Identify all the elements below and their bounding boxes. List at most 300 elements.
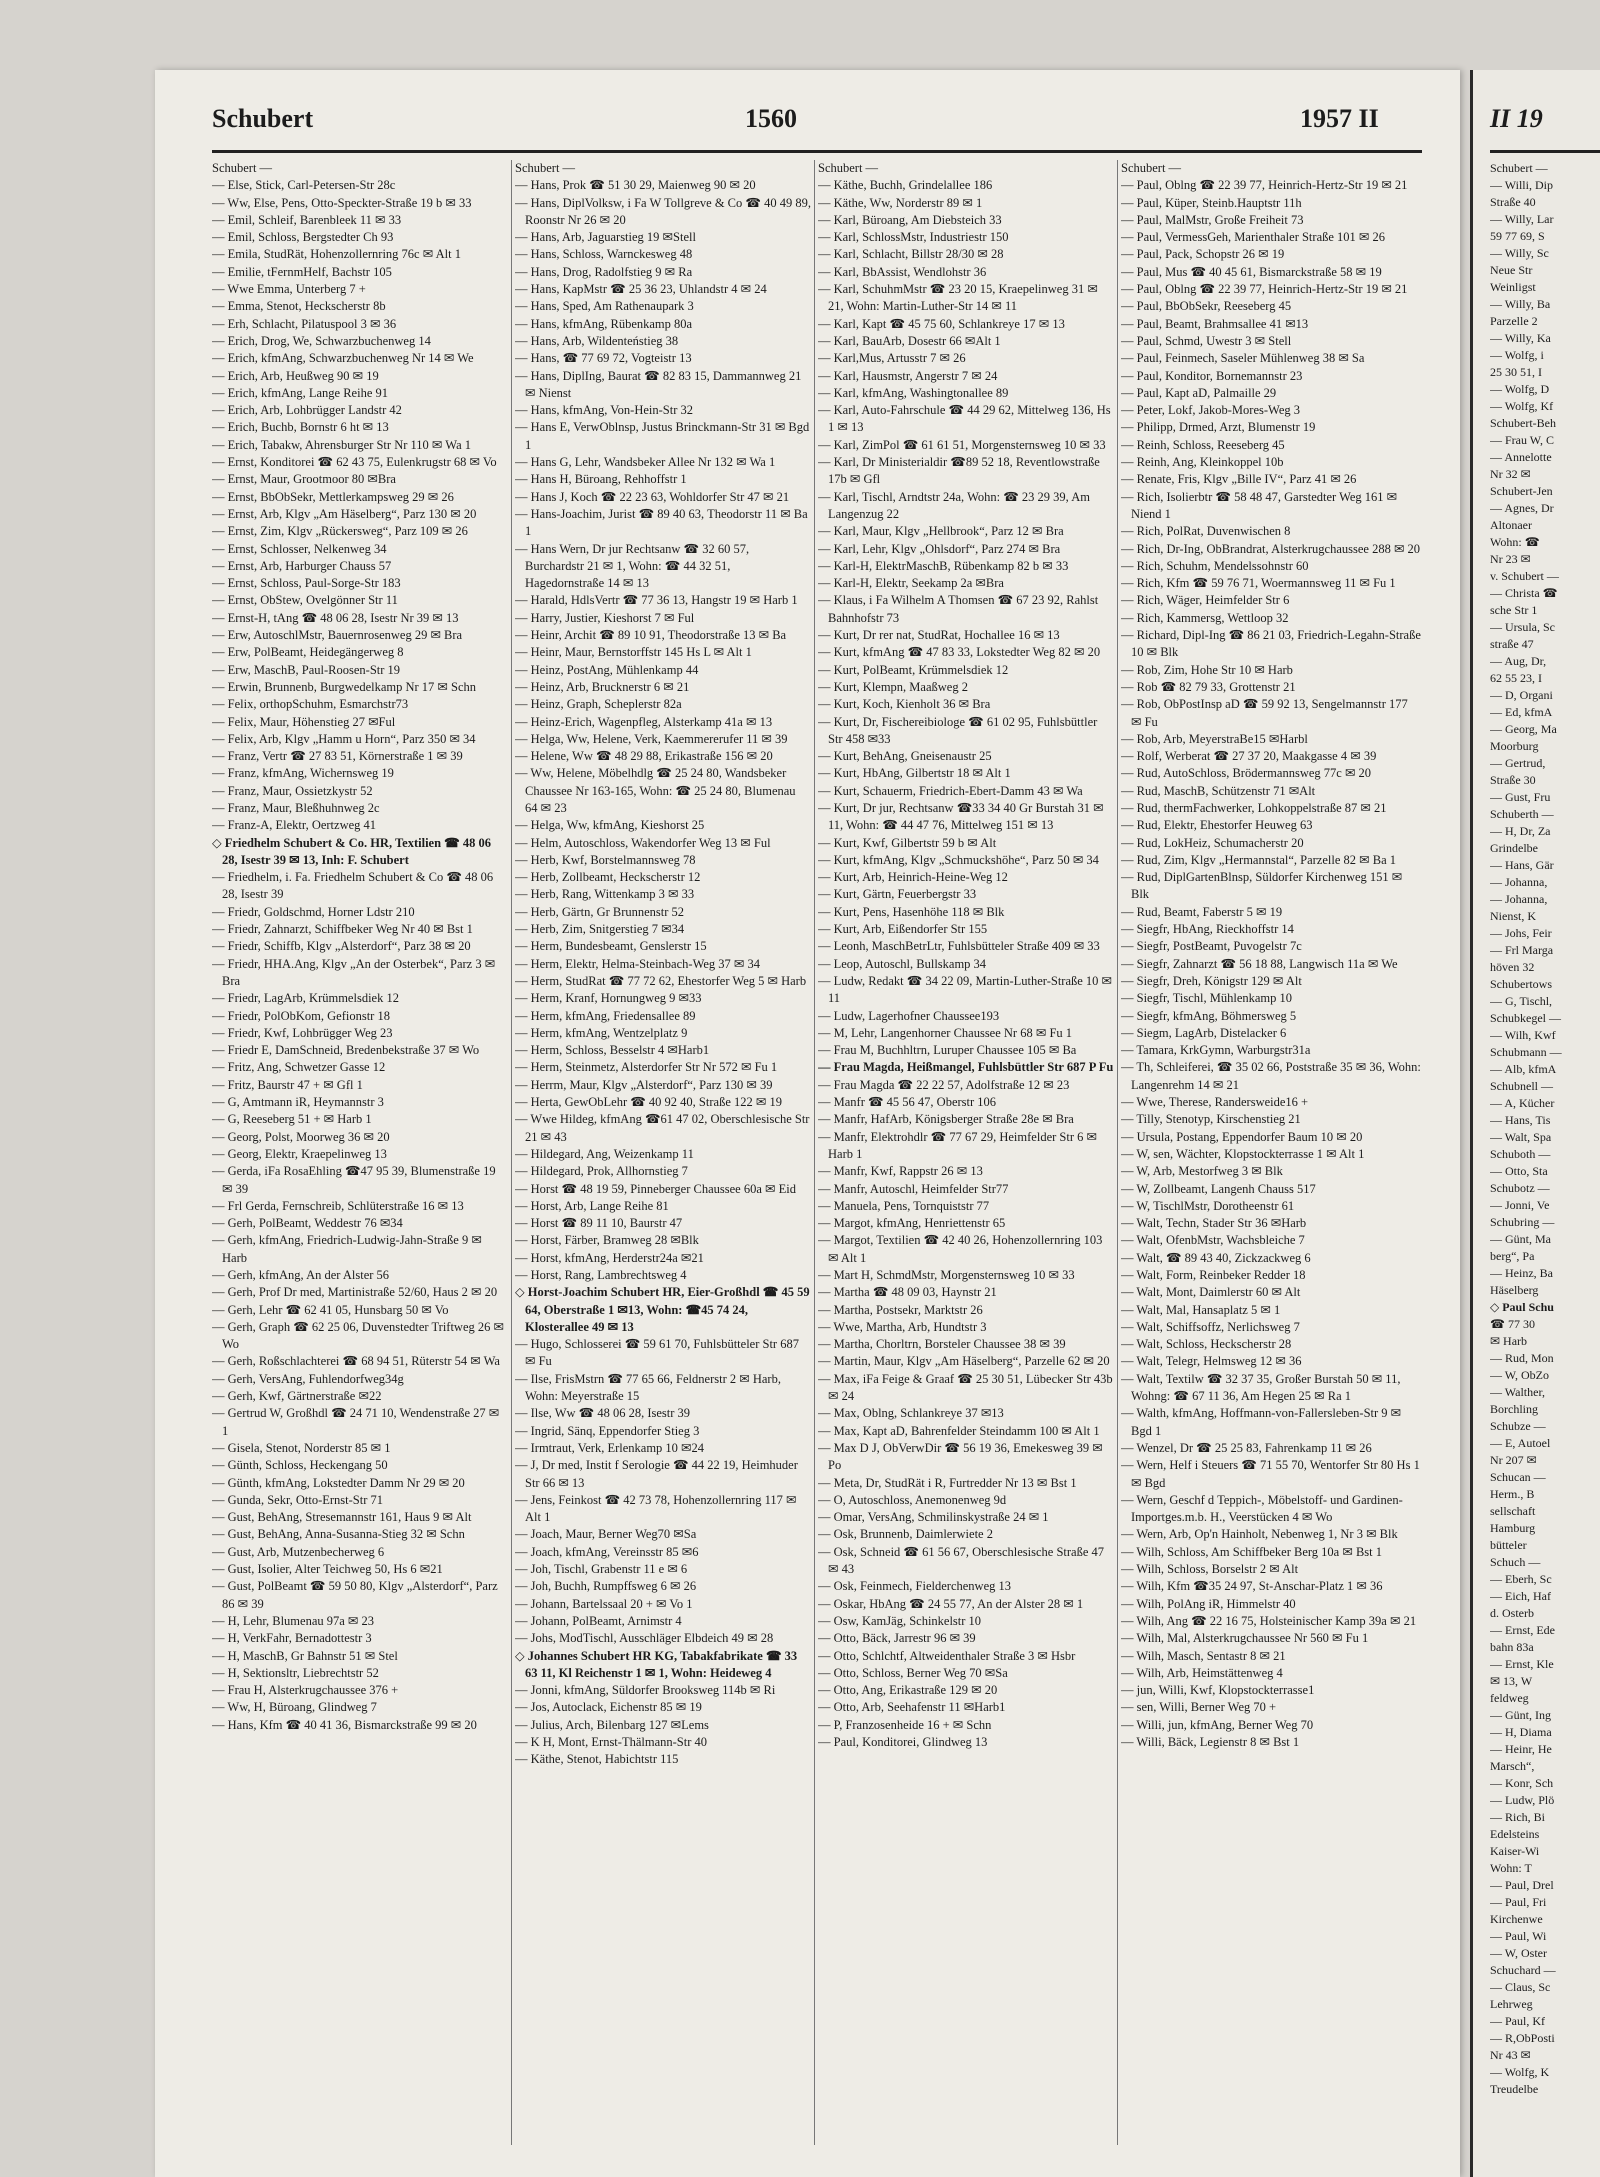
directory-entry: 59 77 69, S [1490, 229, 1545, 243]
directory-entry: — Manfr, Elektrohdlr ☎ 77 67 29, Heimfelder Str 6 ✉ Harb 1 [818, 1129, 1097, 1161]
directory-entry: — Frau H, Alsterkrugchaussee 376 + [212, 1683, 399, 1698]
directory-entry: — Karl, Kapt ☎ 45 75 60, Schlankreye 17 ✉ 13 [818, 316, 1065, 331]
directory-entry: — Tamara, KrkGymn, Warburgstr31a [1121, 1043, 1311, 1058]
directory-entry: — Franz, Maur, Bleßhuhnweg 2c [212, 800, 380, 815]
directory-entry: — Ernst, Arb, Klgv „Am Häselberg“, Parz 130 ✉ 20 [212, 506, 477, 521]
directory-entry: — Ludw, Redakt ☎ 34 22 09, Martin-Luther-Straße 10 ✉ 11 [818, 973, 1113, 1006]
directory-entry: — Paul, Fri [1490, 1895, 1547, 1909]
directory-entry: Schubert — [212, 161, 273, 175]
directory-entry: — Christa ☎ [1490, 586, 1558, 600]
directory-entry: — Karl-H, Elektr, Seekamp 2a ✉Bra [818, 576, 1004, 591]
directory-entry: Treudelbe [1490, 2082, 1539, 2096]
directory-entry: — Paul, VermessGeh, Marienthaler Straße 101 ✉ 26 [1121, 230, 1386, 245]
directory-entry: sellschaft [1490, 1504, 1536, 1518]
directory-entry: — Jonni, kfmAng, Süldorfer Brooksweg 114b ✉ Ri [515, 1683, 776, 1698]
directory-entry: ◇ Friedhelm Schubert & Co. HR, Textilien ☎ 48 06 28, Isestr 39 ✉ 13, Inh: F. Schubert [212, 835, 491, 867]
directory-entry: — Gertrud, [1490, 756, 1546, 770]
page-year-volume: 1957 II [1300, 104, 1379, 133]
directory-entry: — H, Diama [1490, 1725, 1552, 1739]
directory-entry: — Agnes, Dr [1490, 501, 1554, 515]
directory-entry: — Ilse, Ww ☎ 48 06 28, Isestr 39 [515, 1406, 691, 1421]
directory-entry: Schubnell — [1490, 1079, 1553, 1093]
directory-entry: — Walt, Mal, Hansaplatz 5 ✉ 1 [1121, 1302, 1281, 1317]
directory-entry: — W, Zollbeamt, Langenh Chauss 517 [1121, 1181, 1316, 1196]
directory-entry: — Hans, Arb, Wildenteństieg 38 [515, 333, 679, 348]
column-4 [1121, 160, 1421, 2160]
directory-entry: — Gust, PolBeamt ☎ 59 50 80, Klgv „Alsterdorf“, Parz 86 ✉ 39 [212, 1579, 498, 1611]
directory-entry: — Horst ☎ 89 11 10, Baurstr 47 [515, 1216, 683, 1231]
directory-entry: — Ww, Helene, Möbelhdlg ☎ 25 24 80, Wandsbeker Chaussee Nr 163-165, Wohn: ☎ 25 24 80, Blumenau 64 ✉ 23 [515, 766, 796, 815]
directory-entry: — Meta, Dr, StudRät i R, Furtredder Nr 13 ✉ Bst 1 [818, 1475, 1077, 1490]
directory-entry: — Otto, Sta [1490, 1164, 1548, 1178]
page-header-name: Schubert [212, 104, 314, 133]
directory-entry: — Erich, Tabakw, Ahrensburger Str Nr 110 ✉ Wa 1 [212, 437, 472, 452]
directory-entry: — Friedr, Goldschmd, Horner Ldstr 210 [212, 904, 415, 919]
directory-entry: — Franz, Maur, Ossietzkystr 52 [212, 783, 373, 798]
directory-entry: — Johs, ModTischl, Ausschläger Elbdeich 49 ✉ 28 [515, 1631, 774, 1646]
directory-entry: — Rob, ObPostInsp aD ☎ 59 92 13, Sengelmannstr 177 ✉ Fu [1121, 697, 1408, 729]
directory-entry: — Heinr, Maur, Bernstorffstr 145 Hs L ✉ Alt 1 [515, 645, 752, 660]
directory-entry: — Herb, Kwf, Borstelmannsweg 78 [515, 852, 696, 867]
directory-entry: Nr 43 ✉ [1490, 2048, 1531, 2062]
directory-entry: — Joach, kfmAng, Vereinsstr 85 ✉6 [515, 1544, 699, 1559]
directory-entry: — Paul, Beamt, Brahmsallee 41 ✉13 [1121, 316, 1309, 331]
directory-entry: d. Osterb [1490, 1606, 1534, 1620]
directory-entry: — Paul, BbObSekr, Reeseberg 45 [1121, 299, 1292, 314]
directory-entry: — Ernst-H, tAng ☎ 48 06 28, Isestr Nr 39 ✉ 13 [212, 610, 459, 625]
directory-entry: — Rich, PolRat, Duvenwischen 8 [1121, 524, 1291, 539]
directory-entry: — Paul, Kf [1490, 2014, 1545, 2028]
directory-entry: Parzelle 2 [1490, 314, 1538, 328]
directory-entry: — Reinh, Schloss, Reeseberg 45 [1121, 437, 1285, 452]
directory-entry: — Karl, Lehr, Klgv „Ohlsdorf“, Parz 274 ✉ Bra [818, 541, 1061, 556]
directory-entry: — G, Reeseberg 51 + ✉ Harb 1 [212, 1112, 372, 1127]
directory-entry: — M, Lehr, Langenhorner Chaussee Nr 68 ✉ Fu 1 [818, 1025, 1073, 1040]
directory-entry: — Fritz, Ang, Schwetzer Gasse 12 [212, 1060, 386, 1075]
directory-entry: — Erich, kfmAng, Schwarzbuchenweg Nr 14 ✉ We [212, 351, 474, 366]
directory-entry: — Gerh, PolBeamt, Weddestr 76 ✉34 [212, 1216, 403, 1231]
directory-entry: — Frau Magda ☎ 22 22 57, Adolfstraße 12 ✉ 23 [818, 1077, 1070, 1092]
directory-entry: höven 32 [1490, 960, 1535, 974]
directory-entry: — Kurt, Pens, Hasenhöhe 118 ✉ Blk [818, 904, 1005, 919]
directory-entry: — Gerh, kfmAng, Friedrich-Ludwig-Jahn-Straße 9 ✉ Harb [212, 1233, 482, 1265]
directory-entry: — Willy, Ka [1490, 331, 1551, 345]
directory-entry: — Walther, [1490, 1385, 1545, 1399]
directory-entry: — Walt, Form, Reinbeker Redder 18 [1121, 1268, 1306, 1282]
directory-entry: — Wilh, Kwf [1490, 1028, 1556, 1042]
directory-entry: — Wilh, Schloss, Am Schiffbeker Berg 10a ✉ Bst 1 [1121, 1544, 1383, 1559]
directory-entry: — Gust, Fru [1490, 790, 1551, 804]
directory-entry: — Wern, Helf i Steuers ☎ 71 55 70, Wentorfer Str 80 Hs 1 ✉ Bgd [1121, 1458, 1420, 1490]
directory-entry: Marsch“, [1490, 1759, 1535, 1773]
directory-entry: — Gerh, VersAng, Fuhlendorfweg34g [212, 1371, 404, 1386]
directory-entry: — Walt, Schiffsoffz, Nerlichsweg 7 [1121, 1319, 1300, 1334]
directory-entry: — Ilse, FrisMstrn ☎ 77 65 66, Feldnerstr 2 ✉ Harb, Wohn: Meyerstraße 15 [515, 1371, 781, 1404]
directory-entry: — Martha, Postsekr, Marktstr 26 [818, 1302, 983, 1317]
directory-entry: ☎ 77 30 [1490, 1317, 1535, 1331]
directory-entry: — Kurt, Koch, Kienholt 36 ✉ Bra [818, 697, 991, 712]
directory-entry: — Max, iFa Feige & Graaf ☎ 25 30 51, Lübecker Str 43b ✉ 24 [818, 1371, 1113, 1404]
directory-entry: — Reinh, Ang, Kleinkoppel 10b [1121, 455, 1284, 470]
directory-entry: — Siegfr, PostBeamt, Puvogelstr 7c [1121, 939, 1302, 954]
directory-entry: — Hans H, Büroang, Rehhoffstr 1 [515, 472, 687, 487]
directory-entry: — Rud, Elektr, Ehestorfer Heuweg 63 [1121, 818, 1313, 833]
directory-entry: — Rich, Bi [1490, 1810, 1546, 1824]
directory-entry: — Friedr, Schiffb, Klgv „Alsterdorf“, Parz 38 ✉ 20 [212, 939, 471, 954]
directory-entry: — Ernst, Schloss, Paul-Sorge-Str 183 [212, 576, 401, 591]
directory-entry: — Rich, Wäger, Heimfelder Str 6 [1121, 593, 1290, 608]
directory-entry: — Osk, Brunnenb, Daimlerwiete 2 [818, 1527, 993, 1542]
directory-entry: — Ernst, Maur, Grootmoor 80 ✉Bra [212, 472, 396, 487]
directory-entry: Wohn: T [1490, 1861, 1532, 1875]
directory-entry: — Franz-A, Elektr, Oertzweg 41 [212, 818, 377, 833]
directory-entry: — Willi, jun, kfmAng, Berner Weg 70 [1121, 1717, 1314, 1732]
directory-entry: — R,ObPosti [1490, 2031, 1555, 2045]
directory-entry: — Osk, Schneid ☎ 61 56 67, Oberschlesische Straße 47 ✉ 43 [818, 1544, 1105, 1577]
directory-entry: bütteler [1490, 1538, 1527, 1552]
directory-entry: — Karl, Schlacht, Billstr 28/30 ✉ 28 [818, 247, 1004, 262]
directory-entry: — Friedr, HHA.Ang, Klgv „An der Osterbek“, Parz 3 ✉ Bra [212, 956, 496, 988]
directory-entry: — Karl, Auto-Fahrschule ☎ 44 29 62, Mittelweg 136, Hs 1 ✉ 13 [818, 403, 1111, 435]
directory-entry: — Erw, MaschB, Paul-Roosen-Str 19 [212, 662, 401, 677]
directory-entry: — A, Kücher [1490, 1096, 1555, 1110]
directory-entry: — Günt, Ing [1490, 1708, 1551, 1722]
directory-entry: ◇ Horst-Joachim Schubert HR, Eier-Großhdl ☎ 45 59 64, Oberstraße 1 ✉13, Wohn: ☎45 74 24, Klosterallee 49 ✉ 13 [515, 1285, 810, 1334]
directory-entry: — Kurt, Arb, Eißendorfer Str 155 [818, 922, 988, 937]
directory-entry: — W, sen, Wächter, Klopstockterrasse 1 ✉ Alt 1 [1121, 1146, 1365, 1161]
directory-entry: — Johs, Feir [1490, 926, 1552, 940]
column-2 [515, 160, 811, 2160]
directory-entry: — Siegfr, HbAng, Rieckhoffstr 14 [1121, 922, 1294, 937]
directory-entry: — Max D J, ObVerwDir ☎ 56 19 36, Emekesweg 39 ✉ Po [818, 1440, 1103, 1473]
directory-entry: — Annelotte [1490, 450, 1552, 464]
directory-entry: — Siegfr, Tischl, Mühlenkamp 10 [1121, 991, 1293, 1006]
directory-entry: — Herm, kfmAng, Friedensallee 89 [515, 1008, 696, 1023]
directory-entry: — Otto, Ang, Erikastraße 129 ✉ 20 [818, 1683, 998, 1698]
directory-entry: — Kurt, Arb, Heinrich-Heine-Weg 12 [818, 870, 1008, 885]
directory-entry: — Gust, Arb, Mutzenbecherweg 6 [212, 1544, 385, 1559]
directory-entry: — Otto, Arb, Seehafenstr 11 ✉Harb1 [818, 1700, 1006, 1715]
directory-entry: — Friedr E, DamSchneid, Bredenbekstraße 37 ✉ Wo [212, 1043, 480, 1058]
directory-entry: — Günth, kfmAng, Lokstedter Damm Nr 29 ✉ 20 [212, 1475, 465, 1490]
directory-entry: Schubert-Jen [1490, 484, 1553, 498]
directory-entry: — Otto, Schlchtf, Altweidenthaler Straße 3 ✉ Hsbr [818, 1648, 1076, 1663]
directory-entry: — H, Lehr, Blumenau 97a ✉ 23 [212, 1613, 375, 1628]
directory-entry: — Omar, VersAng, Schmilinskystraße 24 ✉ 1 [818, 1510, 1049, 1525]
directory-entry: Nienst, K [1490, 909, 1536, 923]
directory-entry: — Ed, kfmA [1490, 705, 1553, 719]
directory-entry: — Hans, DiplIng, Baurat ☎ 82 83 15, Dammannweg 21 ✉ Nienst [515, 368, 802, 400]
directory-entry: — Rud, Beamt, Faberstr 5 ✉ 19 [1121, 904, 1283, 919]
directory-entry: — Ernst, Ede [1490, 1623, 1555, 1637]
directory-entry: — Joach, Maur, Berner Weg70 ✉Sa [515, 1527, 697, 1542]
column-divider [511, 160, 512, 2145]
directory-entry: — Manfr ☎ 45 56 47, Oberstr 106 [818, 1095, 997, 1110]
directory-entry: — Ww, Else, Pens, Otto-Speckter-Straße 19 b ✉ 33 [212, 195, 472, 210]
directory-entry: — Hans, DiplVolksw, i Fa W Tollgreve & Co ☎ 40 49 89, Roonstr Nr 26 ✉ 20 [515, 195, 811, 227]
directory-entry: — Julius, Arch, Bilenbarg 127 ✉Lems [515, 1717, 709, 1732]
directory-entry: — Mart H, SchmdMstr, Morgensternsweg 10 ✉ 33 [818, 1268, 1075, 1282]
directory-entry: — Rich, Isolierbtr ☎ 58 48 47, Garstedter Weg 161 ✉ Niend 1 [1121, 489, 1398, 521]
directory-entry: — Wilh, Arb, Heimstättenweg 4 [1121, 1665, 1283, 1680]
directory-entry: — W, ObZo [1490, 1368, 1550, 1382]
directory-entry: — Herm, Kranf, Hornungweg 9 ✉33 [515, 991, 702, 1006]
directory-entry: — Emma, Stenot, Heckscherstr 8b [212, 299, 386, 314]
directory-entry: — Rolf, Werberat ☎ 27 37 20, Maakgasse 4 ✉ 39 [1121, 749, 1377, 764]
directory-entry: — Kurt, Dr jur, Rechtsanw ☎33 34 40 Gr Burstah 31 ✉ 11, Wohn: ☎ 44 47 76, Mittelweg 151 ✉ 13 [818, 800, 1104, 833]
directory-entry: — Paul, Konditorei, Glindweg 13 [818, 1735, 988, 1750]
directory-entry: Altonaer [1490, 518, 1532, 532]
directory-entry: — Georg, Ma [1490, 722, 1557, 736]
directory-entry: Schuchard — [1490, 1963, 1556, 1977]
directory-entry: — Konr, Sch [1490, 1776, 1554, 1790]
directory-entry: — Erich, Drog, We, Schwarzbuchenweg 14 [212, 333, 431, 348]
directory-entry: — Else, Stick, Carl-Petersen-Str 28c [212, 178, 396, 193]
directory-entry: — Ernst, Schlosser, Nelkenweg 34 [212, 541, 387, 556]
directory-entry: — Richard, Dipl-Ing ☎ 86 21 03, Friedrich-Legahn-Straße 10 ✉ Blk [1121, 628, 1421, 660]
directory-entry: — Kurt, PolBeamt, Krümmelsdiek 12 [818, 662, 1009, 677]
directory-entry: — Frau W, C [1490, 433, 1555, 447]
directory-entry: berg“, Pa [1490, 1249, 1535, 1263]
directory-entry: — Frau Magda, Heißmangel, Fuhlsbüttler Str 687 P Fu [818, 1060, 1114, 1075]
directory-entry: — Wern, Arb, Op'n Hainholt, Nebenweg 1, Nr 3 ✉ Blk [1121, 1527, 1398, 1542]
directory-entry: — Walt, Mont, Daimlerstr 60 ✉ Alt [1121, 1285, 1301, 1300]
directory-entry: — sen, Willi, Berner Weg 70 + [1121, 1700, 1277, 1715]
directory-entry: — Gunda, Sekr, Otto-Ernst-Str 71 [212, 1492, 384, 1507]
directory-entry: — Wwe, Therese, Randersweide16 + [1121, 1095, 1309, 1110]
directory-entry: — Helga, Ww, Helene, Verk, Kaemmererufer 11 ✉ 39 [515, 731, 788, 746]
directory-entry: — Hans, Gär [1490, 858, 1554, 872]
directory-entry: — Eich, Haf [1490, 1589, 1551, 1603]
directory-entry: — Franz, Vertr ☎ 27 83 51, Körnerstraße 1 ✉ 39 [212, 749, 463, 764]
directory-entry: — Siegm, LagArb, Distelacker 6 [1121, 1025, 1287, 1040]
directory-entry: Häselberg [1490, 1283, 1539, 1297]
directory-entry: — Karl, kfmAng, Washingtonallee 89 [818, 385, 1009, 400]
directory-entry: — Emilie, tFernmHelf, Bachstr 105 [212, 264, 392, 279]
directory-entry: — Philipp, Drmed, Arzt, Blumenstr 19 [1121, 420, 1316, 435]
directory-entry: — Peter, Lokf, Jakob-Mores-Weg 3 [1121, 403, 1301, 418]
directory-entry: Hamburg [1490, 1521, 1536, 1535]
directory-entry: ✉ Harb [1490, 1334, 1528, 1348]
directory-entry: — Martha, Chorltrn, Borsteler Chaussee 38 ✉ 39 [818, 1337, 1066, 1352]
column-divider [1117, 160, 1118, 2145]
directory-entry: — Max, Oblng, Schlankreye 37 ✉13 [818, 1406, 1004, 1421]
directory-entry: — Kurt, Kwf, Gilbertstr 59 b ✉ Alt [818, 835, 997, 850]
directory-entry: Nr 23 ✉ [1490, 552, 1531, 566]
directory-entry: Nr 207 ✉ [1490, 1453, 1537, 1467]
directory-entry: — Gerh, kfmAng, An der Alster 56 [212, 1268, 390, 1282]
directory-entry: — Gerda, iFa RosaEhling ☎47 95 39, Blumenstraße 19 ✉ 39 [212, 1164, 496, 1196]
directory-entry: — Walt, Spa [1490, 1130, 1552, 1144]
directory-entry: v. Schubert — [1490, 569, 1559, 583]
directory-entry: — H, Dr, Za [1490, 824, 1551, 838]
directory-entry: — Karl, Hausmstr, Angerstr 7 ✉ 24 [818, 368, 998, 383]
directory-entry: — Erh, Schlacht, Pilatuspool 3 ✉ 36 [212, 316, 397, 331]
directory-entry: — Walt, Techn, Stader Str 36 ✉Harb [1121, 1216, 1307, 1231]
directory-entry: — Wern, Geschf d Teppich-, Möbelstoff- und Gardinen-Importges.m.b. H., Veerstücken 4 ✉ Wo [1121, 1492, 1403, 1525]
directory-entry: — Rud, Mon [1490, 1351, 1554, 1365]
directory-entry: — J, Dr med, Instit f Serologie ☎ 44 22 19, Heimhuder Str 66 ✉ 13 [515, 1458, 798, 1490]
directory-entry: — Kurt, kfmAng, Klgv „Schmuckshöhe“, Parz 50 ✉ 34 [818, 852, 1099, 867]
directory-entry: — Fritz, Baurstr 47 + ✉ Gfl 1 [212, 1077, 363, 1092]
directory-entry: — Claus, Sc [1490, 1980, 1551, 1994]
directory-entry: — Erich, kfmAng, Lange Reihe 91 [212, 385, 388, 400]
directory-entry: — W, TischlMstr, Dorotheenstr 61 [1121, 1198, 1295, 1213]
directory-entry: — Osk, Feinmech, Fielderchenweg 13 [818, 1579, 1012, 1594]
directory-entry: — Manfr, HafArb, Königsberger Straße 28e ✉ Bra [818, 1112, 1074, 1127]
directory-entry: — Aug, Dr, [1490, 654, 1547, 668]
directory-entry: 25 30 51, I [1490, 365, 1542, 379]
directory-entry: — Jos, Autoclack, Eichenstr 85 ✉ 19 [515, 1700, 702, 1715]
directory-entry: — Heinz-Erich, Wagenpfleg, Alsterkamp 41a ✉ 13 [515, 714, 773, 729]
directory-entry: — Emil, Schloss, Bergstedter Ch 93 [212, 230, 394, 245]
directory-entry: — Paul, Mus ☎ 40 45 61, Bismarckstraße 58 ✉ 19 [1121, 264, 1382, 279]
directory-entry: — Herm, StudRat ☎ 77 72 62, Ehestorfer Weg 5 ✉ Harb [515, 973, 807, 988]
directory-entry: — Karl,Mus, Artusstr 7 ✉ 26 [818, 351, 966, 366]
directory-entry: Lehrweg [1490, 1997, 1533, 2011]
directory-entry: sche Str 1 [1490, 603, 1538, 617]
directory-entry: — Karl, BbAssist, Wendlohstr 36 [818, 264, 987, 279]
directory-entry: — Helene, Ww ☎ 48 29 88, Erikastraße 156 ✉ 20 [515, 749, 773, 764]
directory-entry: — Ww, H, Büroang, Glindweg 7 [212, 1700, 377, 1715]
column-next-page [1490, 160, 1600, 2160]
directory-entry: — Walt, Telegr, Helmsweg 12 ✉ 36 [1121, 1354, 1302, 1369]
directory-entry: — Oskar, HbAng ☎ 24 55 77, An der Alster 28 ✉ 1 [818, 1596, 1084, 1611]
directory-entry: — Margot, Textilien ☎ 42 40 26, Hohenzollernring 103 ✉ Alt 1 [818, 1233, 1103, 1265]
directory-entry: — Ursula, Sc [1490, 620, 1555, 634]
directory-entry: 62 55 23, I [1490, 671, 1542, 685]
directory-entry: — Ernst, Kle [1490, 1657, 1554, 1671]
directory-entry: — Herm, Schloss, Besselstr 4 ✉Harb1 [515, 1043, 710, 1058]
directory-entry: — Karl, Tischl, Arndtstr 24a, Wohn: ☎ 23 29 39, Am Langenzug 22 [818, 489, 1090, 521]
directory-entry: — Hans, kfmAng, Rübenkamp 80a [515, 316, 693, 331]
directory-entry: — Gerh, Graph ☎ 62 25 06, Duvenstedter Triftweg 26 ✉ Wo [212, 1319, 504, 1352]
directory-entry: — Renate, Fris, Klgv „Bille IV“, Parz 41 ✉ 26 [1121, 472, 1357, 487]
directory-entry: — Irmtraut, Verk, Erlenkamp 10 ✉24 [515, 1440, 705, 1455]
directory-entry: — Karl, Büroang, Am Diebsteich 33 [818, 212, 1002, 227]
directory-entry: — Hans, KapMstr ☎ 25 36 23, Uhlandstr 4 ✉ 24 [515, 282, 767, 297]
directory-entry: — Kurt, Dr rer nat, StudRat, Hochallee 16 ✉ 13 [818, 628, 1060, 643]
directory-entry: — Friedr, Kwf, Lohbrügger Weg 23 [212, 1025, 393, 1040]
directory-entry: — Horst, Rang, Lambrechtsweg 4 [515, 1268, 687, 1282]
directory-entry: — Karl, BauArb, Dosestr 66 ✉Alt 1 [818, 333, 1001, 348]
directory-entry: — Siegfr, kfmAng, Böhmersweg 5 [1121, 1008, 1297, 1023]
directory-entry: — Horst ☎ 48 19 59, Pinneberger Chaussee 60a ✉ Eid [515, 1181, 796, 1196]
directory-entry: — W, Oster [1490, 1946, 1547, 1960]
directory-entry: straße 47 [1490, 637, 1534, 651]
directory-entry: — Wolfg, Kf [1490, 399, 1554, 413]
directory-entry: — Wwe, Martha, Arb, Hundtstr 3 [818, 1319, 987, 1334]
directory-entry: — Wilh, Kfm ☎35 24 97, St-Anschar-Platz 1 ✉ 36 [1121, 1579, 1383, 1594]
directory-entry: — Horst, Arb, Lange Reihe 81 [515, 1198, 669, 1213]
directory-entry: — Hans, Schloss, Warnckesweg 48 [515, 247, 693, 262]
directory-entry: — D, Organi [1490, 688, 1553, 702]
directory-entry: — Willi, Dip [1490, 178, 1553, 192]
directory-entry: — Gerh, Roßschlachterei ☎ 68 94 51, Rüterstr 54 ✉ Wa [212, 1354, 500, 1369]
directory-entry: ◇ Johannes Schubert HR KG, Tabakfabrikate ☎ 33 63 11, Kl Reichenstr 1 ✉ 1, Wohn: Heideweg 4 [515, 1648, 798, 1680]
directory-entry: — Gerh, Prof Dr med, Martinistraße 52/60, Haus 2 ✉ 20 [212, 1285, 498, 1300]
directory-entry: — Friedhelm, i. Fa. Friedhelm Schubert & Co ☎ 48 06 28, Isestr 39 [212, 870, 494, 902]
directory-entry: — Ingrid, Sänq, Eppendorfer Stieg 3 [515, 1423, 700, 1438]
directory-entry: — Th, Schleiferei, ☎ 35 02 66, Poststraße 35 ✉ 36, Wohn: Langenrehm 14 ✉ 21 [1121, 1060, 1421, 1092]
directory-entry: — Karl, Maur, Klgv „Hellbrook“, Parz 12 ✉ Bra [818, 524, 1064, 539]
directory-entry: — Heinr, He [1490, 1742, 1552, 1756]
directory-entry: Schubert — [1490, 161, 1548, 175]
directory-entry: Wohn: ☎ [1490, 535, 1540, 549]
directory-entry: — Wolfg, K [1490, 2065, 1550, 2079]
directory-entry: — Hildegard, Prok, Allhornstieg 7 [515, 1164, 688, 1179]
directory-entry: — Martin, Maur, Klgv „Am Häselberg“, Parzelle 62 ✉ 20 [818, 1354, 1110, 1369]
directory-entry: — Paul, Schmd, Uwestr 3 ✉ Stell [1121, 333, 1292, 348]
directory-entry: — Wenzel, Dr ☎ 25 25 83, Fahrenkamp 11 ✉ 26 [1121, 1440, 1372, 1455]
directory-entry: — Gertrud W, Großhdl ☎ 24 71 10, Wendenstraße 27 ✉ 1 [212, 1406, 500, 1438]
directory-entry: — Helm, Autoschloss, Wakendorfer Weg 13 ✉ Ful [515, 835, 771, 850]
directory-entry: — Eberh, Sc [1490, 1572, 1552, 1586]
directory-entry: — Gerh, Kwf, Gärtnerstraße ✉22 [212, 1389, 382, 1404]
directory-entry: — Herm, Elektr, Helma-Steinbach-Weg 37 ✉ 34 [515, 956, 761, 971]
directory-entry: — Walt, OfenbMstr, Wachsbleiche 7 [1121, 1233, 1305, 1248]
directory-entry: — Harry, Justier, Kieshorst 7 ✉ Ful [515, 610, 695, 625]
directory-entry: — Erich, Arb, Lohbrügger Landstr 42 [212, 403, 402, 418]
directory-entry: — Karl, ZimPol ☎ 61 61 51, Morgensternsweg 10 ✉ 33 [818, 437, 1106, 452]
directory-entry: — jun, Willi, Kwf, Klopstockterrasse1 [1121, 1683, 1315, 1698]
directory-entry: Schubring — [1490, 1215, 1555, 1229]
directory-entry: bahn 83a [1490, 1640, 1534, 1654]
directory-entry: — E, Autoel [1490, 1436, 1551, 1450]
directory-entry: — Hans, Prok ☎ 51 30 29, Maienweg 90 ✉ 20 [515, 178, 756, 193]
header-rule [212, 150, 1422, 153]
directory-entry: — Willy, Lar [1490, 212, 1554, 226]
directory-entry: — Hugo, Schlosserei ☎ 59 61 70, Fuhlsbütteler Str 687 ✉ Fu [515, 1337, 799, 1369]
directory-entry: — Willy, Sc [1490, 246, 1549, 260]
directory-entry: — Ernst, Zim, Klgv „Rückersweg“, Parz 109 ✉ 26 [212, 524, 468, 539]
directory-entry: — Gerh, Lehr ☎ 62 41 05, Hunsbarg 50 ✉ Vo [212, 1302, 449, 1317]
directory-entry: — Ludw, Plö [1490, 1793, 1555, 1807]
directory-entry: — Paul, Wi [1490, 1929, 1547, 1943]
directory-entry: — Heinz, Arb, Brucknerstr 6 ✉ 21 [515, 679, 690, 694]
directory-entry: — Horst, Färber, Bramweg 28 ✉Blk [515, 1233, 699, 1248]
directory-entry: — Hans, Drog, Radolfstieg 9 ✉ Ra [515, 264, 693, 279]
directory-entry: Schubert-Beh [1490, 416, 1556, 430]
directory-entry: — Paul, Drel [1490, 1878, 1554, 1892]
directory-entry: — Rud, DiplGartenBlnsp, Süldorfer Kirchenweg 151 ✉ Blk [1121, 870, 1403, 902]
directory-entry: — K H, Mont, Ernst-Thälmann-Str 40 [515, 1735, 707, 1750]
directory-entry: — Herta, GewObLehr ☎ 40 92 40, Straße 122 ✉ 19 [515, 1095, 782, 1110]
directory-entry: — W, Arb, Mestorfweg 3 ✉ Blk [1121, 1164, 1283, 1179]
directory-entry: — Ernst, ObStew, Ovelgönner Str 11 [212, 593, 398, 608]
directory-entry: — Felix, orthopSchuhm, Esmarchstr73 [212, 697, 409, 712]
directory-entry: — Herrm, Maur, Klgv „Alsterdorf“, Parz 130 ✉ 39 [515, 1077, 773, 1092]
directory-entry: — Johann, PolBeamt, Arnimstr 4 [515, 1613, 682, 1628]
column-3 [818, 160, 1114, 2160]
directory-entry: Schubert — [818, 161, 879, 175]
directory-entry: Herm., B [1490, 1487, 1535, 1501]
directory-entry: — Herb, Zollbeamt, Heckscherstr 12 [515, 870, 701, 885]
directory-entry: Kaiser-Wi [1490, 1844, 1540, 1858]
directory-entry: — Rud, LokHeiz, Schumacherstr 20 [1121, 835, 1304, 850]
directory-entry: Moorburg [1490, 739, 1539, 753]
directory-entry: — Wilh, Masch, Sentastr 8 ✉ 21 [1121, 1648, 1286, 1663]
next-page-rule [1490, 150, 1600, 153]
directory-entry: — Helga, Ww, kfmAng, Kieshorst 25 [515, 818, 705, 833]
directory-entry: — Otto, Bäck, Jarrestr 96 ✉ 39 [818, 1631, 976, 1646]
directory-entry: — Erwin, Brunnenb, Burgwedelkamp Nr 17 ✉ Schn [212, 679, 477, 694]
directory-entry: — Herm, Steinmetz, Alsterdorfer Str Nr 572 ✉ Fu 1 [515, 1060, 778, 1075]
directory-entry: Schubotz — [1490, 1181, 1550, 1195]
directory-entry: — Kurt, Gärtn, Feuerbergstr 33 [818, 887, 977, 902]
directory-entry: — Wolfg, D [1490, 382, 1550, 396]
directory-entry: — Emila, StudRät, Hohenzollernring 76c ✉ Alt 1 [212, 247, 461, 262]
